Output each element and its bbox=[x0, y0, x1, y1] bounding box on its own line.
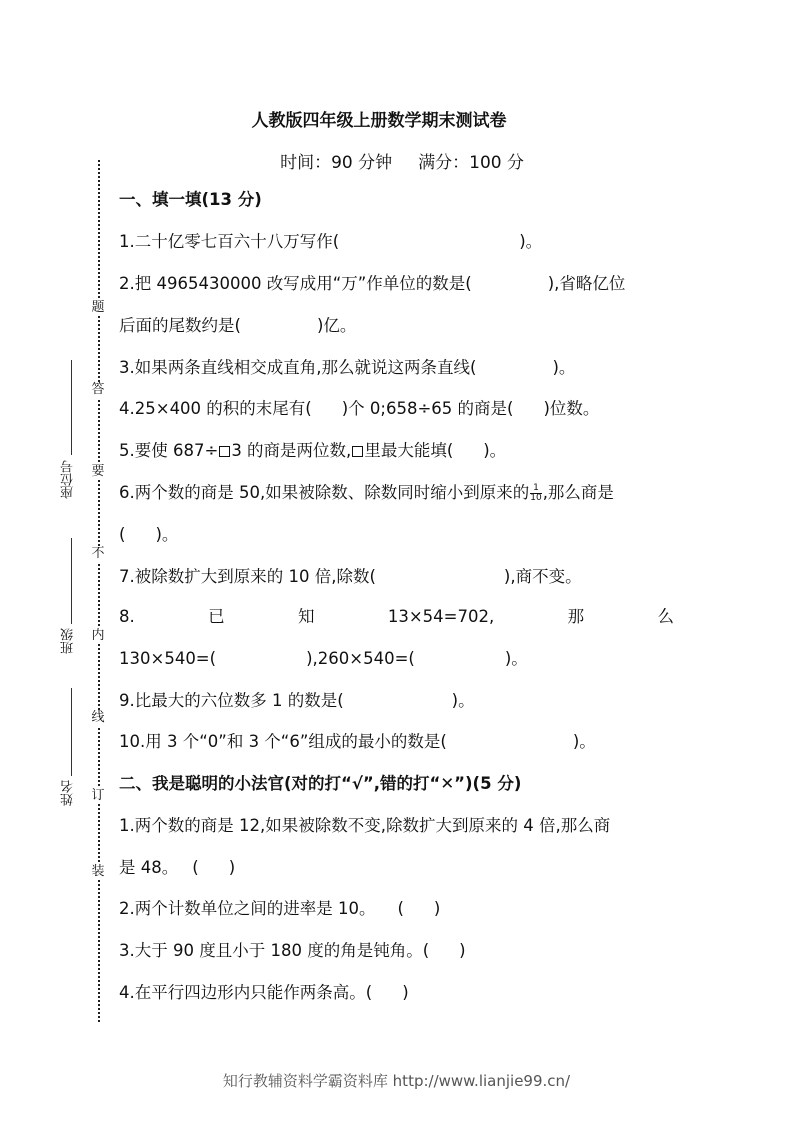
binding-char: 线 bbox=[88, 710, 108, 726]
question-1-1: 1.二十亿零七百六十八万写作( )。 bbox=[119, 232, 543, 251]
fraction-one-tenth: $\frac{1}{10}$ bbox=[530, 483, 542, 503]
question-1-3: 3.如果两条直线相交成直角,那么就说这两条直线( )。 bbox=[119, 358, 576, 377]
digit-box bbox=[219, 446, 230, 457]
seat-number-label: 座位号 bbox=[60, 460, 76, 499]
name-field[interactable] bbox=[58, 688, 78, 818]
digit-box bbox=[352, 446, 363, 457]
question-1-2-continued: 后面的尾数约是( )亿。 bbox=[119, 316, 357, 335]
question-2-2: 2.两个计数单位之间的进率是 10。 ( ) bbox=[119, 899, 441, 918]
section-2-heading: 二、我是聪明的小法官(对的打“√”,错的打“✕”)(5 分) bbox=[119, 774, 522, 793]
footer-watermark: 知行教辅资料学霸资料库 http://www.lianjie99.cn/ bbox=[222, 1072, 571, 1090]
binding-char: 答 bbox=[88, 382, 108, 398]
seat-number-field[interactable] bbox=[58, 360, 78, 510]
question-1-9: 9.比最大的六位数多 1 的数是( )。 bbox=[119, 691, 475, 710]
question-2-1: 1.两个数的商是 12,如果被除数不变,除数扩大到原来的 4 倍,那么商 bbox=[119, 816, 611, 835]
question-1-4: 4.25×400 的积的末尾有( )个 0;658÷65 的商是( )位数。 bbox=[119, 399, 600, 418]
binding-warning-text bbox=[88, 300, 108, 900]
question-2-4: 4.在平行四边形内只能作两条高。( ) bbox=[119, 983, 409, 1002]
question-1-5: 5.要使 687÷ 3 的商是两位数, 里最大能填( )。 bbox=[119, 441, 507, 460]
page-title: 人教版四年级上册数学期末测试卷 bbox=[251, 111, 507, 131]
binding-char: 内 bbox=[88, 628, 108, 644]
question-1-8-continued: 130×540=( ),260×540=( )。 bbox=[119, 649, 528, 668]
class-field[interactable] bbox=[58, 538, 78, 668]
question-1-6: 6.两个数的商是 50,如果被除数、除数同时缩小到原来的 $\frac{1}{10}$ ,那么商是 bbox=[119, 483, 614, 503]
time-limit: 时间：90 分钟 bbox=[280, 153, 393, 173]
binding-char: 订 bbox=[88, 788, 108, 804]
question-1-10: 10.用 3 个“0”和 3 个“6”组成的最小的数是( )。 bbox=[119, 732, 596, 751]
question-1-7: 7.被除数扩大到原来的 10 倍,除数( ),商不变。 bbox=[119, 567, 582, 586]
name-label: 姓名 bbox=[60, 780, 76, 806]
question-2-3: 3.大于 90 度且小于 180 度的角是钝角。( ) bbox=[119, 941, 466, 960]
binding-char: 题 bbox=[88, 300, 108, 316]
binding-char: 不 bbox=[88, 546, 108, 562]
class-label: 班级 bbox=[60, 628, 76, 654]
full-score: 满分：100 分 bbox=[418, 153, 524, 173]
section-1-heading: 一、填一填(13 分) bbox=[119, 190, 262, 209]
question-1-2: 2.把 4965430000 改写成用“万”作单位的数是( ),省略亿位 bbox=[119, 274, 626, 293]
binding-char: 装 bbox=[88, 864, 108, 880]
exam-info bbox=[119, 148, 659, 173]
question-2-1-continued: 是 48。 ( ) bbox=[119, 858, 236, 877]
question-1-8: 8. 已 知 13×54=702, 那 么 bbox=[119, 607, 674, 626]
seat-number-line bbox=[71, 360, 72, 455]
name-line bbox=[71, 688, 72, 776]
class-line bbox=[71, 538, 72, 624]
binding-char: 要 bbox=[88, 464, 108, 480]
question-1-6-continued: ( )。 bbox=[119, 525, 179, 544]
